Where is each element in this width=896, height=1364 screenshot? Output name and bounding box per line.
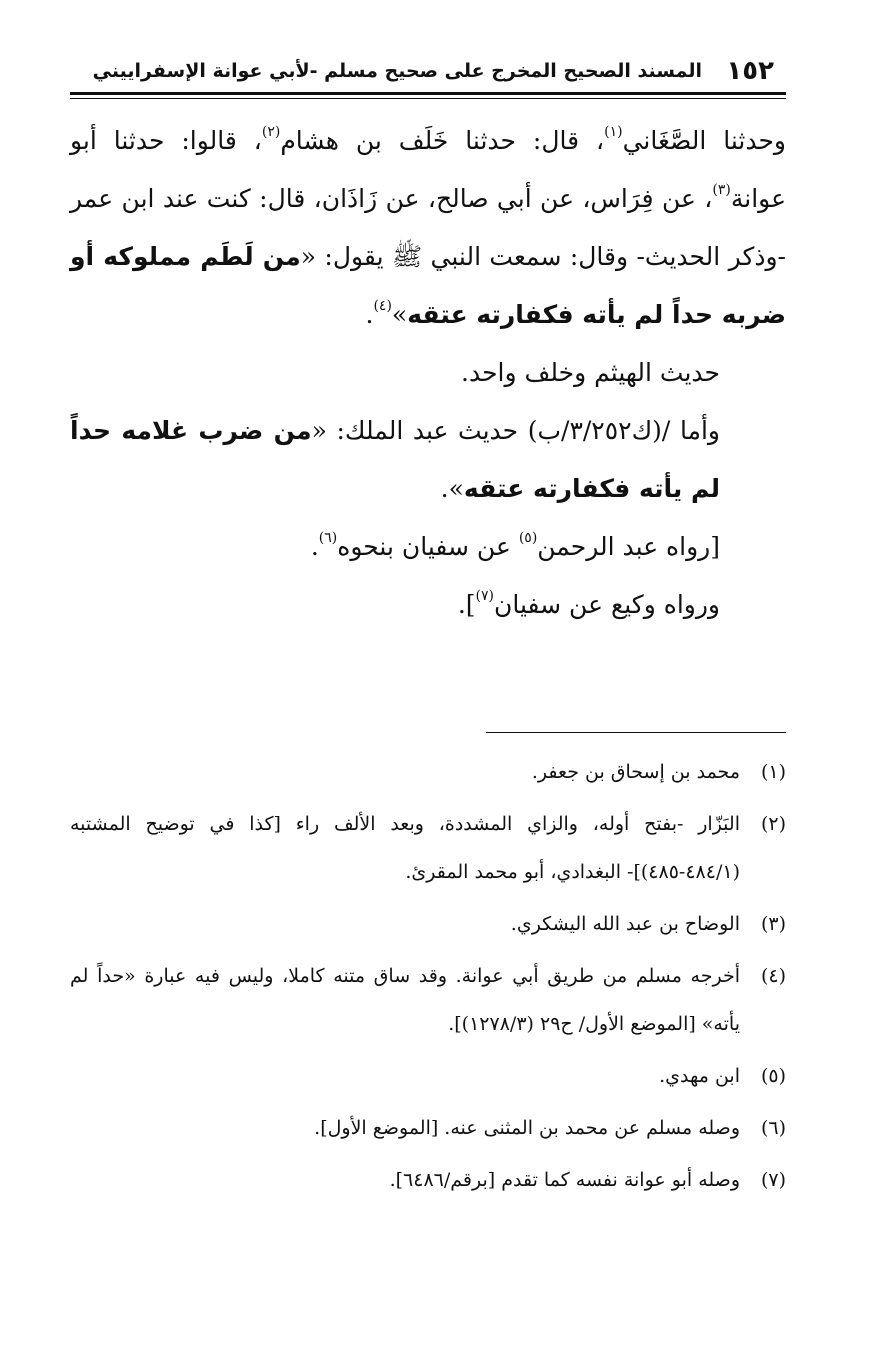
- text-run: .: [310, 532, 319, 561]
- paragraph-1: [70, 112, 786, 344]
- footnote-6: [70, 1104, 786, 1152]
- footnote-text: وصله أبو عوانة نفسه كما تقدم [برقم/٦٤٨٦].: [389, 1169, 740, 1191]
- text-run: ورواه وكيع عن سفيان: [494, 590, 720, 619]
- footnote-number: (٥): [760, 1065, 786, 1087]
- footnote-ref: (٥): [518, 529, 538, 546]
- text-run: ، عن فِرَاس، عن أبي صالح، عن زَاذَان، قال: كنت عند ابن عمر -وذكر الحديث- وقال: سمعت النبي ﷺ يقول: «: [70, 184, 786, 271]
- footnote-ref: (١): [604, 123, 623, 140]
- text-run: وأما /(ك٣/٢٥٢/ب) حديث عبد الملك: «: [311, 416, 720, 445]
- running-header: [70, 52, 786, 92]
- text-run: ].: [457, 590, 476, 619]
- footnote-number: (٣): [760, 913, 786, 935]
- paragraph-3: [70, 402, 786, 518]
- footnote-text: وصله مسلم عن محمد بن المثنى عنه. [الموضع الأول].: [314, 1117, 740, 1139]
- footnote-3: [70, 900, 786, 948]
- footnote-number: (١): [760, 761, 786, 783]
- footnote-text: محمد بن إسحاق بن جعفر.: [531, 761, 740, 783]
- footnote-number: (٦): [760, 1117, 786, 1139]
- footnote-text: أخرجه مسلم من طريق أبي عوانة. وقد ساق متنه كاملا، وليس فيه عبارة «حداً لم يأته» [الموضع الأول/ ح٢٩ (١٢٧٨/٣)].: [70, 965, 740, 1035]
- page-number: ١٥٢: [726, 56, 774, 86]
- footnote-2: [70, 800, 786, 896]
- paragraph-5: [70, 576, 786, 634]
- footnote-text: ابن مهدي.: [659, 1065, 740, 1087]
- footnote-text: البَزّار -بفتح أوله، والزاي المشددة، وبعد الألف راء [كذا في توضيح المشتبه (٤٨٤/١-٤٨٥)]- البغدادي، أبو محمد المقرئ.: [70, 813, 740, 883]
- footnote-ref: (٣): [712, 181, 731, 198]
- footnote-ref: (٤): [373, 297, 392, 314]
- footnote-4: [70, 952, 786, 1048]
- text-run: ، قال: حدثنا خَلَف بن هشام: [280, 126, 605, 155]
- hadith-text: من لَطَم مملوكه أو ضربه حداً لم يأته فكفارته عتقه: [70, 242, 786, 329]
- main-text: [70, 112, 786, 634]
- footnote-7: [70, 1156, 786, 1204]
- hadith-text: من ضرب غلامه حداً لم يأته فكفارته عتقه: [70, 416, 720, 503]
- footnote-5: [70, 1052, 786, 1100]
- footnote-ref: (٢): [261, 123, 281, 140]
- paragraph-4: [70, 518, 786, 576]
- footnotes: [70, 748, 786, 1208]
- text-run: ».: [440, 474, 464, 503]
- footnote-separator: [486, 732, 786, 733]
- text-run: [رواه عبد الرحمن: [537, 532, 720, 561]
- running-title: المسند الصحيح المخرج على صحيح مسلم -لأبي عوانة الإسفراييني: [92, 60, 702, 82]
- footnote-1: [70, 748, 786, 796]
- footnote-number: (٧): [760, 1169, 786, 1191]
- text-run: عن سفيان بنحوه: [337, 532, 519, 561]
- text-run: »: [391, 300, 408, 329]
- footnote-ref: (٦): [318, 529, 338, 546]
- footnote-number: (٤): [760, 965, 786, 987]
- header-rule: [70, 92, 786, 95]
- paragraph-2: حديث الهيثم وخلف واحد.: [461, 358, 720, 387]
- header-rule-thin: [70, 98, 786, 99]
- footnote-ref: (٧): [475, 587, 494, 604]
- text-run: وحدثنا الصَّغَاني: [622, 126, 786, 155]
- text-run: ، قالوا: حدثنا أبو عوانة: [70, 126, 786, 213]
- text-run: .: [365, 300, 374, 329]
- footnote-text: الوضاح بن عبد الله اليشكري.: [510, 913, 740, 935]
- footnote-number: (٢): [760, 813, 786, 835]
